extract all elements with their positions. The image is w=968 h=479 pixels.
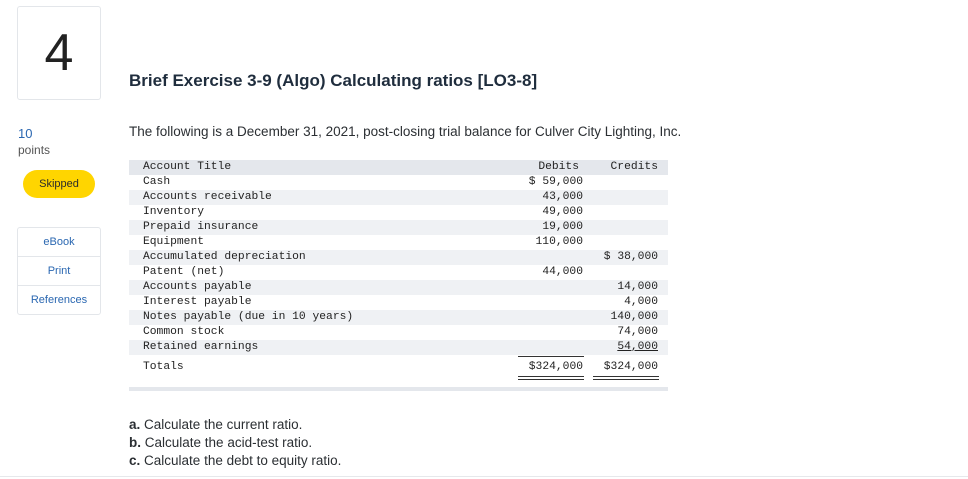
totals-label: Totals [143,361,184,373]
exercise-prompt: The following is a December 31, 2021, post-closing trial balance for Culver City Lighting, Inc. [129,124,682,139]
account-title-header: Account Title [143,161,232,173]
credits-header: Credits [610,161,658,173]
table-row [129,295,668,310]
totals-credit: $324,000 [603,361,658,373]
credit-value: 14,000 [617,281,658,293]
credit-value: $ 38,000 [603,251,658,263]
debit-total-double-rule [518,376,584,380]
account-title: Common stock [143,326,225,338]
points-label: points [18,143,51,157]
credit-total-double-rule [593,376,659,380]
table-row [129,220,668,235]
table-bottom-strip [129,387,668,391]
print-link[interactable]: Print [18,257,100,286]
table-row [129,205,668,220]
account-title: Accounts receivable [143,191,272,203]
question-number: 4 [44,24,74,82]
debits-header: Debits [538,161,579,173]
exercise-title: Brief Exercise 3-9 (Algo) Calculating ratios [LO3-8] [129,71,538,90]
totals-debit: $324,000 [528,361,583,373]
ebook-link[interactable]: eBook [18,228,100,257]
account-title: Retained earnings [143,341,259,353]
debit-total-top-rule [518,356,584,357]
questions-list [129,416,341,470]
skipped-status-badge: Skipped [23,170,95,198]
account-title: Notes payable (due in 10 years) [143,311,354,323]
table-row [129,310,668,325]
references-link[interactable]: References [30,294,88,306]
credit-value: 4,000 [624,296,658,308]
account-title: Patent (net) [143,266,225,278]
table-row [129,325,668,340]
bottom-divider [0,476,968,477]
table-row [129,190,668,205]
debit-value: 49,000 [542,206,583,218]
debit-value: $ 59,000 [528,176,583,188]
question-b: b. Calculate the acid-test ratio. [129,435,313,450]
trial-balance-table [129,160,668,377]
account-title: Accumulated depreciation [143,251,306,263]
resources-panel [17,227,101,315]
table-row [129,340,668,355]
account-title: Inventory [143,206,205,218]
table-header-row [129,160,668,175]
debit-value: 44,000 [542,266,583,278]
credit-value: 74,000 [617,326,658,338]
question-c: c. Calculate the debt to equity ratio. [129,453,342,468]
totals-row [129,357,668,377]
points-value: 10 [18,126,33,141]
table-row [129,265,668,280]
credit-value: 54,000 [617,341,658,353]
table-row [129,235,668,250]
account-title: Prepaid insurance [143,221,259,233]
question-a: a. Calculate the current ratio. [129,417,303,432]
account-title: Accounts payable [143,281,252,293]
table-row [129,250,668,265]
debit-value: 43,000 [542,191,583,203]
credit-value: 140,000 [610,311,658,323]
account-title: Cash [143,176,171,188]
debit-value: 110,000 [535,236,583,248]
question-number-box [17,6,101,100]
table-row [129,280,668,295]
table-row [129,175,668,190]
account-title: Interest payable [143,296,252,308]
debit-value: 19,000 [542,221,583,233]
account-title: Equipment [143,236,205,248]
